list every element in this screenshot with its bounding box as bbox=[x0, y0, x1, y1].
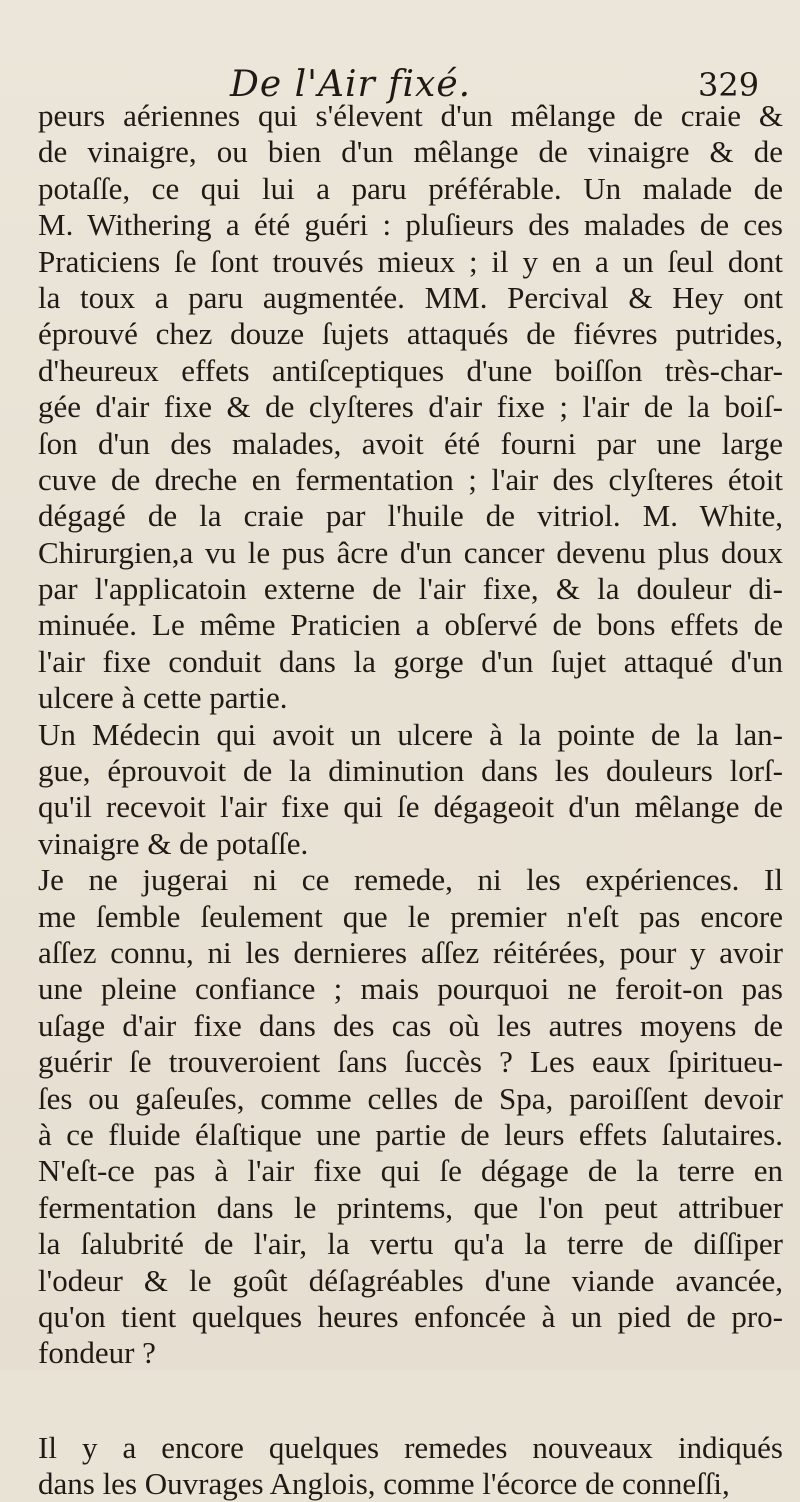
text-line: ulcere à cette partie. bbox=[38, 680, 288, 716]
text-line: l'air fixe conduit dans la gorge d'un ſujet attaqué d'un bbox=[38, 643, 783, 679]
paragraph bbox=[38, 98, 783, 717]
text-line: vinaigre & de potaſſe. bbox=[38, 825, 309, 861]
text-line: d'heureux effets antiſceptiques d'une boiſſon très-char- bbox=[38, 352, 783, 388]
text-line: de vinaigre, ou bien d'un mêlange de vinaigre & de bbox=[38, 134, 783, 170]
text-line: guérir ſe trouveroient ſans ſuccès ? Les eaux ſpiritueu- bbox=[38, 1044, 783, 1080]
text-line: peurs aériennes qui s'élevent d'un mêlange de craie & bbox=[38, 98, 783, 133]
body-text bbox=[38, 98, 783, 1502]
text-line: l'odeur & le goût déſagréables d'une viande avancée, bbox=[38, 1262, 783, 1298]
text-line: à ce fluide élaſtique une partie de leurs effets ſalutaires. bbox=[38, 1116, 783, 1152]
paragraph bbox=[38, 862, 783, 1371]
text-line: dégagé de la craie par l'huile de vitriol. M. White, bbox=[38, 498, 783, 534]
running-title: De l'Air fixé. bbox=[230, 64, 472, 105]
text-line: la ſalubrité de l'air, la vertu qu'a la terre de diſſiper bbox=[38, 1226, 783, 1262]
text-line: Je ne jugerai ni ce remede, ni les expériences. Il bbox=[38, 862, 783, 898]
paragraph bbox=[38, 717, 783, 863]
text-line: gée d'air fixe & de clyſteres d'air fixe ; l'air de la boiſ- bbox=[38, 389, 783, 425]
text-line: M. Withering a été guéri : pluſieurs des malades de ces bbox=[38, 207, 783, 243]
page-number: 329 bbox=[698, 66, 760, 104]
text-line: minuée. Le même Praticien a obſervé de bons effets de bbox=[38, 607, 783, 643]
section-gap bbox=[38, 1372, 783, 1430]
text-line: N'eſt-ce pas à l'air fixe qui ſe dégage de la terre en bbox=[38, 1153, 783, 1189]
text-line: par l'applicatoin externe de l'air fixe, & la douleur di- bbox=[38, 571, 783, 607]
text-line: uſage d'air fixe dans des cas où les autres moyens de bbox=[38, 1007, 783, 1043]
text-line: potaſſe, ce qui lui a paru préférable. Un malade de bbox=[38, 170, 783, 206]
text-line: la toux a paru augmentée. MM. Percival & Hey ont bbox=[38, 279, 783, 315]
text-line: éprouvé chez douze ſujets attaqués de fiévres putrides, bbox=[38, 316, 783, 352]
text-line: me ſemble ſeulement que le premier n'eſt pas encore bbox=[38, 898, 783, 934]
text-line: Chirurgien,a vu le pus âcre d'un cancer devenu plus doux bbox=[38, 534, 783, 570]
text-line: Praticiens ſe ſont trouvés mieux ; il y en a un ſeul dont bbox=[38, 243, 783, 279]
text-line: qu'il recevoit l'air fixe qui ſe dégageoit d'un mêlange de bbox=[38, 789, 783, 825]
text-line: fermentation dans le printems, que l'on peut attribuer bbox=[38, 1189, 783, 1225]
text-line: dans les Ouvrages Anglois, comme l'écorce de conneſſi, bbox=[38, 1466, 730, 1502]
text-line: une pleine confiance ; mais pourquoi ne feroit-on pas bbox=[38, 971, 783, 1007]
text-line: ſes ou gaſeuſes, comme celles de Spa, paroiſſent devoir bbox=[38, 1080, 783, 1116]
text-line: gue, éprouvoit de la diminution dans les douleurs lorſ- bbox=[38, 753, 783, 789]
paragraph bbox=[38, 1430, 783, 1502]
text-line: fondeur ? bbox=[38, 1335, 156, 1371]
text-line: Un Médecin qui avoit un ulcere à la pointe de la lan- bbox=[38, 716, 783, 752]
text-line: Il y a encore quelques remedes nouveaux indiqués bbox=[38, 1429, 783, 1465]
text-line: qu'on tient quelques heures enfoncée à un pied de pro- bbox=[38, 1298, 783, 1334]
text-line: ſon d'un des malades, avoit été fourni par une large bbox=[38, 425, 783, 461]
text-line: aſſez connu, ni les dernieres aſſez réitérées, pour y avoir bbox=[38, 934, 783, 970]
text-line: cuve de dreche en fermentation ; l'air des clyſteres étoit bbox=[38, 461, 783, 497]
